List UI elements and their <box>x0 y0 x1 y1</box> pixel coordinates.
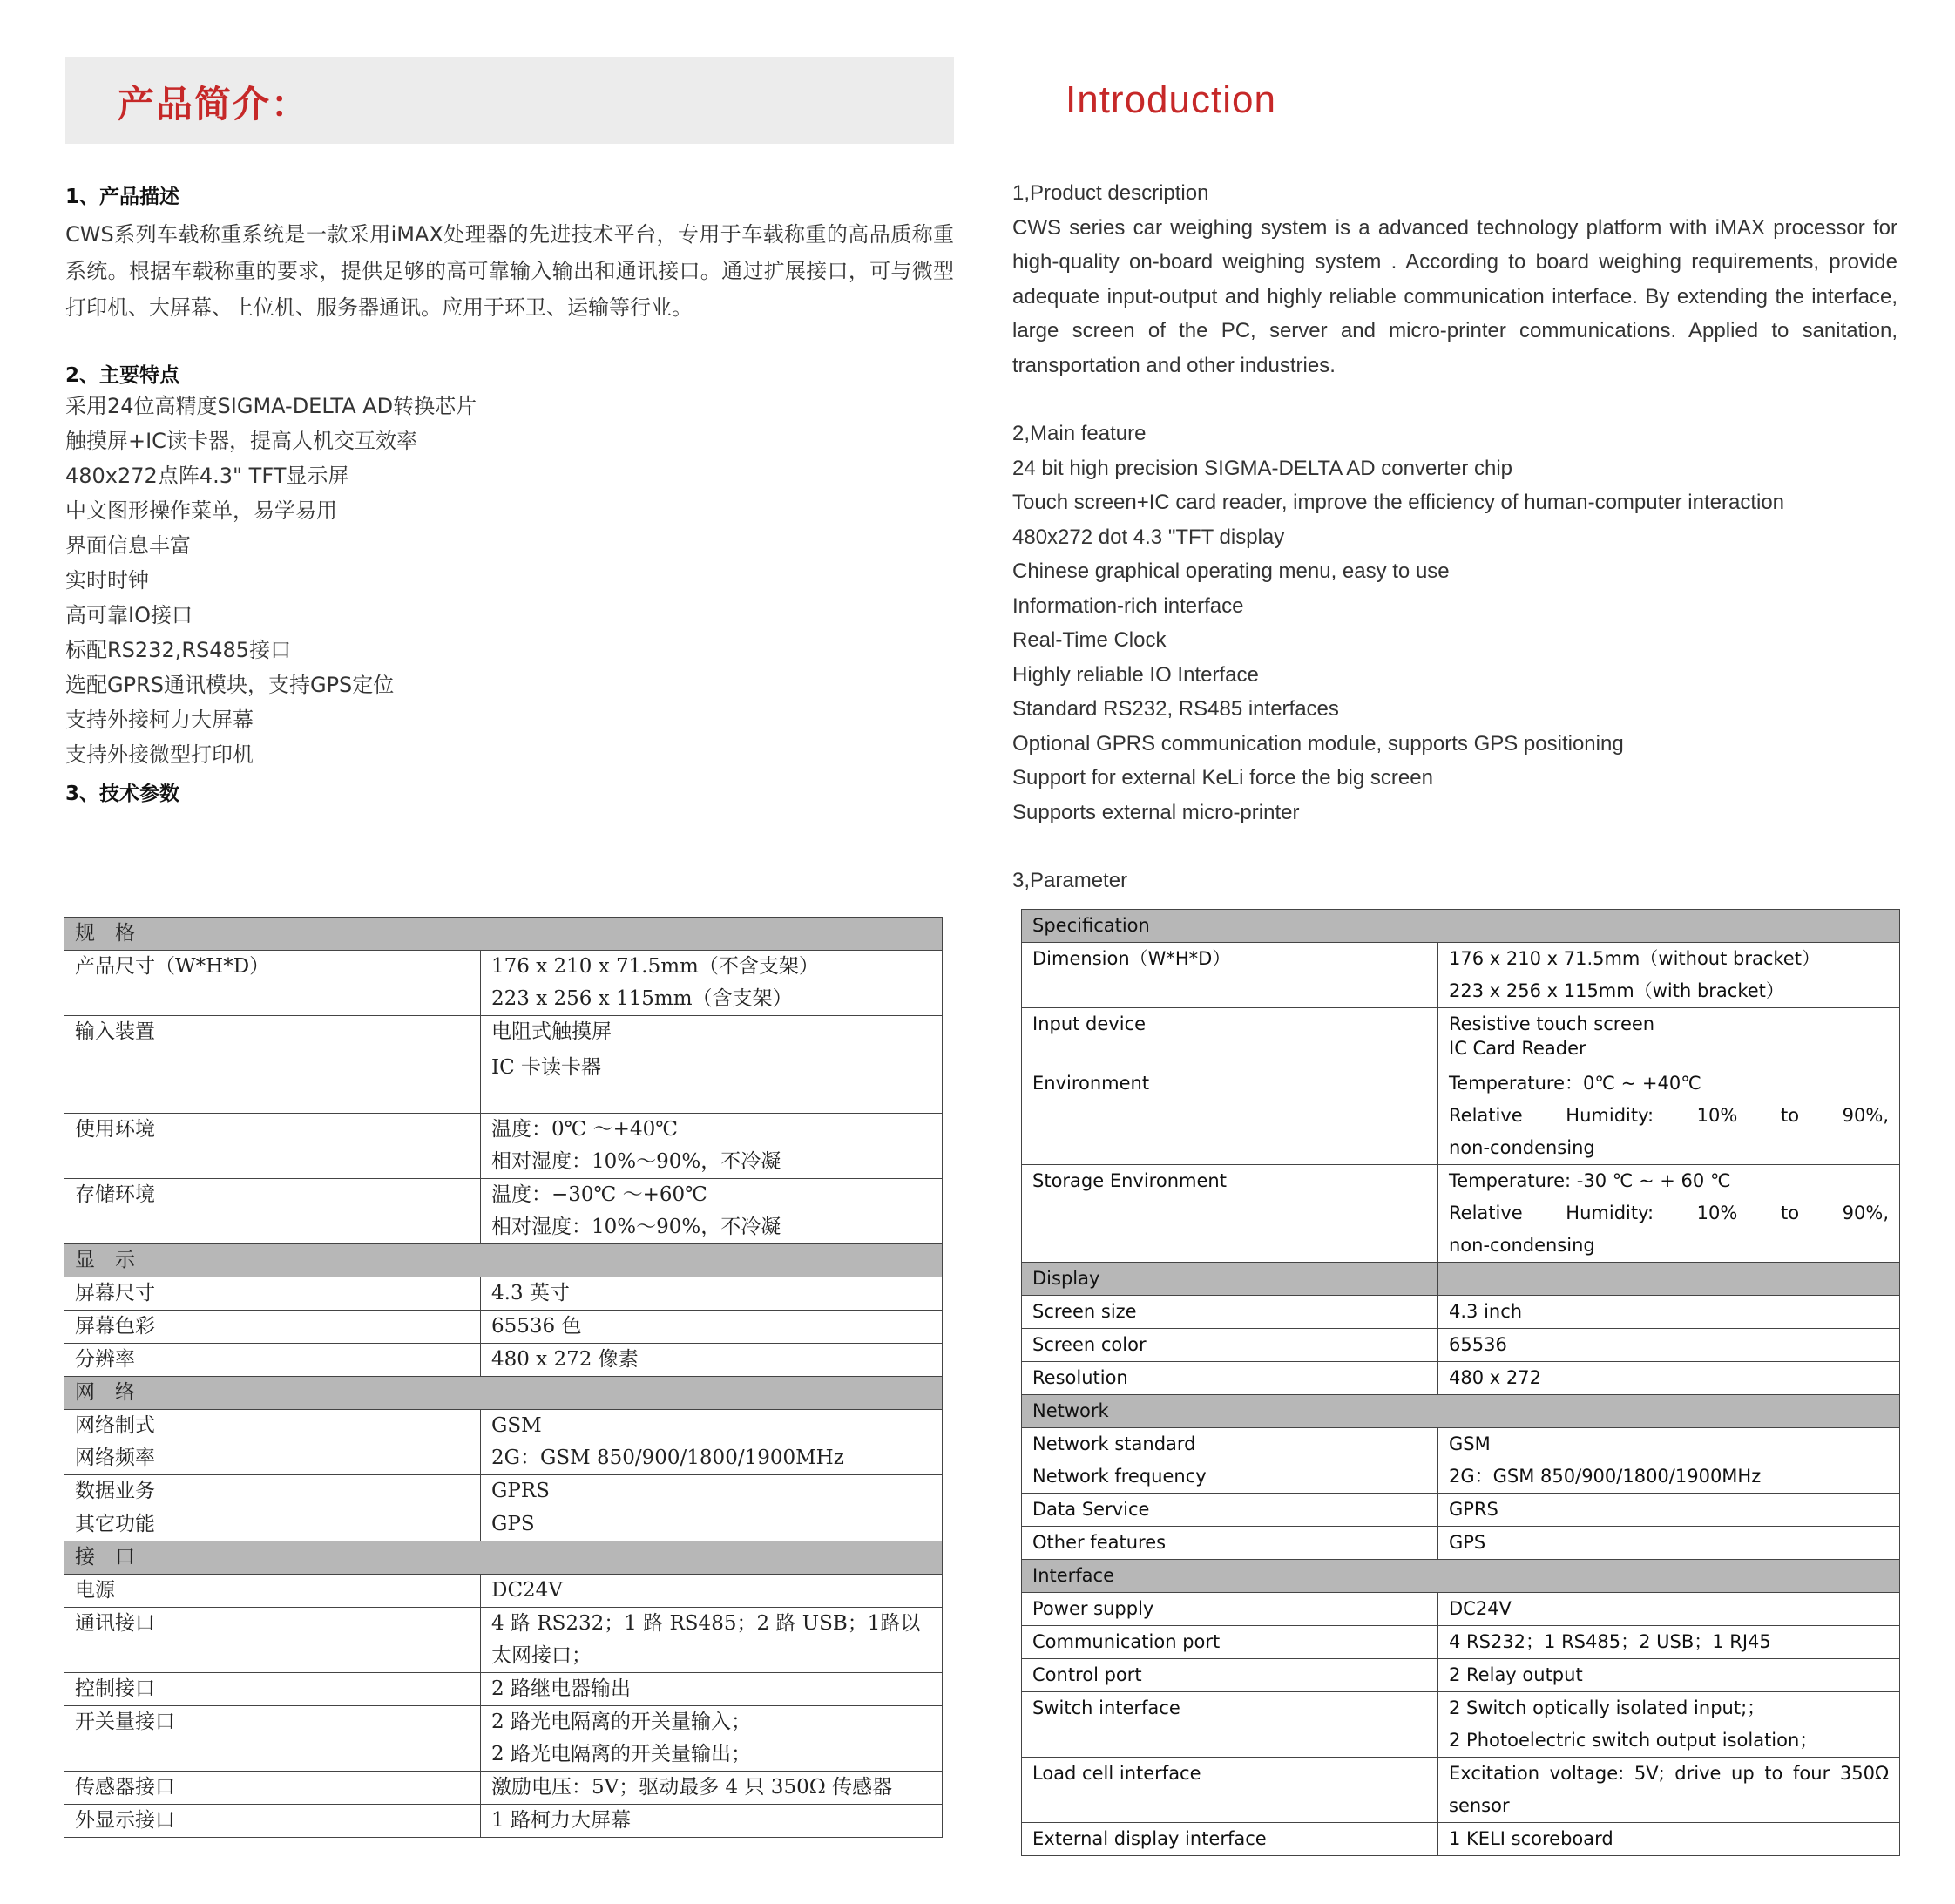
table-section-row <box>64 1541 943 1575</box>
table-section-row <box>1022 1263 1900 1296</box>
table-row <box>1022 1823 1900 1856</box>
cell-value <box>1438 1008 1900 1067</box>
cell-line: 电阻式触摸屏 <box>491 1020 612 1043</box>
cell-line: 223 x 256 x 115mm（含支架） <box>491 987 793 1010</box>
en-s1-heading: 1,Product description <box>1012 181 1209 205</box>
cell-label: Storage Environment <box>1022 1165 1438 1263</box>
table-row <box>1022 1659 1900 1692</box>
cell-line: Relative Humidity: 10% to 90%, <box>1449 1203 1889 1223</box>
list-item: Information-rich interface <box>1012 593 1244 618</box>
cell-label: Screen size <box>1022 1296 1438 1329</box>
table-row <box>64 951 943 1016</box>
table-section-row <box>64 918 943 951</box>
cell-label: Communication port <box>1022 1626 1438 1659</box>
cell-label: 输入装置 <box>64 1016 481 1114</box>
table-row <box>64 1772 943 1805</box>
list-item: 界面信息丰富 <box>65 533 191 558</box>
table-row <box>1022 1527 1900 1560</box>
table-section-row <box>64 1244 943 1277</box>
table-row <box>1022 1329 1900 1362</box>
table-row <box>64 1114 943 1179</box>
cell-line: non-condensing <box>1449 1137 1595 1158</box>
table-section-row <box>1022 1560 1900 1593</box>
table-section-row <box>1022 910 1900 943</box>
cell-value: 4.3 英寸 <box>481 1277 943 1311</box>
cell-line: 2 路光电隔离的开关量输出； <box>491 1743 751 1765</box>
cell-line: 太网接口； <box>491 1644 592 1667</box>
en-s2-heading: 2,Main feature <box>1012 422 1147 445</box>
cell-line: 相对湿度：10%～90%，不冷凝 <box>491 1216 781 1238</box>
cell-line: 176 x 210 x 71.5mm（不含支架） <box>491 955 819 978</box>
table-row <box>1022 1362 1900 1395</box>
cell-label: 开关量接口 <box>64 1706 481 1772</box>
list-item: Highly reliable IO Interface <box>1012 662 1259 687</box>
list-item: 高可靠IO接口 <box>65 603 193 627</box>
section-label: 显 示 <box>64 1244 943 1277</box>
cell-label: Power supply <box>1022 1593 1438 1626</box>
cell-label: 其它功能 <box>64 1508 481 1541</box>
section-label: Specification <box>1022 910 1900 943</box>
cell-line: Network standard <box>1032 1433 1196 1454</box>
table-row <box>64 1344 943 1377</box>
cell-value <box>1438 1067 1900 1165</box>
list-item: 中文图形操作菜单，易学易用 <box>65 498 337 523</box>
cn-feature-list <box>65 389 954 772</box>
cell-line: 温度：−30℃ ～+60℃ <box>491 1183 707 1206</box>
cell-line: 网络频率 <box>75 1447 155 1469</box>
cell-label: 屏幕尺寸 <box>64 1277 481 1311</box>
cn-title-banner <box>65 57 954 144</box>
cell-line: non-condensing <box>1449 1235 1595 1256</box>
list-item: 采用24位高精度SIGMA-DELTA AD转换芯片 <box>65 394 477 418</box>
table-row <box>64 1410 943 1475</box>
cell-label: Environment <box>1022 1067 1438 1165</box>
en-s1-body: CWS series car weighing system is a advanced technology platform with iMAX processor for high-quality on-board weighing system . According to board weighing requirements, provide adequate input-output and highly reliable communication interface. By extending the interface, large screen of the PC, server and micro-printer communications. Applied to sanitation, transportation and other industries. <box>1012 215 1898 377</box>
table-row <box>64 1608 943 1673</box>
cell-label: Input device <box>1022 1008 1438 1067</box>
list-item: Real-Time Clock <box>1012 628 1167 652</box>
cell-value <box>481 1016 943 1114</box>
cell-value: 激励电压：5V；驱动最多 4 只 350Ω 传感器 <box>481 1772 943 1805</box>
cell-value <box>481 1608 943 1673</box>
cell-line: 4 路 RS232；1 路 RS485；2 路 USB；1路以 <box>491 1612 921 1635</box>
cell-label: Other features <box>1022 1527 1438 1560</box>
table-row <box>1022 1626 1900 1659</box>
cell-label: Resolution <box>1022 1362 1438 1395</box>
list-item: Supports external micro-printer <box>1012 800 1300 824</box>
table-row <box>64 1508 943 1541</box>
table-section-row <box>1022 1395 1900 1428</box>
table-row <box>1022 1296 1900 1329</box>
section-label: Network <box>1022 1395 1900 1428</box>
en-s3-heading: 3,Parameter <box>1012 869 1128 892</box>
cell-line: sensor <box>1449 1795 1510 1816</box>
cell-value <box>481 1410 943 1475</box>
cell-label: 控制接口 <box>64 1673 481 1706</box>
table-row <box>1022 1165 1900 1263</box>
cell-label: 分辨率 <box>64 1344 481 1377</box>
cell-label: Control port <box>1022 1659 1438 1692</box>
cell-label <box>64 1410 481 1475</box>
list-item: Support for external KeLi force the big screen <box>1012 766 1433 789</box>
cell-label: 屏幕色彩 <box>64 1311 481 1344</box>
table-row <box>64 1805 943 1838</box>
en-page-title: Introduction <box>1065 78 1276 121</box>
cell-line: 相对湿度：10%～90%，不冷凝 <box>491 1150 781 1173</box>
table-row <box>1022 1593 1900 1626</box>
cell-value: 4 RS232；1 RS485；2 USB；1 RJ45 <box>1438 1626 1900 1659</box>
cell-value: DC24V <box>481 1575 943 1608</box>
cn-product-description <box>65 180 954 326</box>
cn-s3-heading: 3、技术参数 <box>65 783 180 805</box>
section-empty <box>1438 1263 1900 1296</box>
cell-value <box>1438 1428 1900 1494</box>
table-row <box>1022 1494 1900 1527</box>
cell-label: 通讯接口 <box>64 1608 481 1673</box>
cell-value <box>481 1179 943 1244</box>
table-row <box>1022 1758 1900 1823</box>
cell-label: Switch interface <box>1022 1692 1438 1758</box>
table-section-row <box>64 1377 943 1410</box>
en-main-features <box>1012 417 1898 898</box>
cell-line: 温度：0℃ ～+40℃ <box>491 1118 678 1141</box>
cell-value <box>1438 1165 1900 1263</box>
cell-value: GPRS <box>481 1475 943 1508</box>
cell-value: 1 KELI scoreboard <box>1438 1823 1900 1856</box>
table-row <box>64 1179 943 1244</box>
cell-line: IC 卡读卡器 <box>491 1056 601 1079</box>
cell-label: 产品尺寸（W*H*D） <box>64 951 481 1016</box>
cell-label: Data Service <box>1022 1494 1438 1527</box>
cell-line: GSM <box>1449 1433 1491 1454</box>
cell-label: 外显示接口 <box>64 1805 481 1838</box>
table-row <box>64 1475 943 1508</box>
table-row <box>64 1575 943 1608</box>
cell-line: 223 x 256 x 115mm（with bracket） <box>1449 980 1784 1001</box>
cell-value: DC24V <box>1438 1593 1900 1626</box>
cell-value: 480 x 272 像素 <box>481 1344 943 1377</box>
list-item: 触摸屏+IC读卡器，提高人机交互效率 <box>65 429 417 453</box>
cell-value: GPS <box>1438 1527 1900 1560</box>
cell-line: 176 x 210 x 71.5mm（without bracket） <box>1449 948 1820 969</box>
table-row <box>64 1673 943 1706</box>
cell-label: Load cell interface <box>1022 1758 1438 1823</box>
cell-value <box>1438 943 1900 1008</box>
table-row <box>64 1016 943 1114</box>
section-label: 接 口 <box>64 1541 943 1575</box>
cn-s1-heading: 1、产品描述 <box>65 186 180 208</box>
list-item: Chinese graphical operating menu, easy to use <box>1012 559 1450 583</box>
cell-label: External display interface <box>1022 1823 1438 1856</box>
cell-value: 65536 <box>1438 1329 1900 1362</box>
table-row <box>1022 943 1900 1008</box>
cell-line: Network frequency <box>1032 1466 1207 1487</box>
list-item: Standard RS232, RS485 interfaces <box>1012 697 1339 721</box>
cell-value: 4.3 inch <box>1438 1296 1900 1329</box>
cn-main-features <box>65 359 954 806</box>
table-row <box>64 1706 943 1772</box>
cell-line: Resistive touch screen <box>1449 1013 1655 1034</box>
section-label: Display <box>1022 1263 1438 1296</box>
list-item: 标配RS232,RS485接口 <box>65 638 292 662</box>
table-row <box>1022 1428 1900 1494</box>
cell-line: 2G：GSM 850/900/1800/1900MHz <box>491 1447 844 1469</box>
list-item: 24 bit high precision SIGMA-DELTA AD converter chip <box>1012 456 1513 480</box>
cell-label: 传感器接口 <box>64 1772 481 1805</box>
table-row <box>1022 1692 1900 1758</box>
table-row <box>64 1311 943 1344</box>
cell-value: 65536 色 <box>481 1311 943 1344</box>
list-item: Optional GPRS communication module, supports GPS positioning <box>1012 731 1624 756</box>
list-item: Touch screen+IC card reader, improve the efficiency of human-computer interaction <box>1012 491 1785 514</box>
table-row <box>1022 1067 1900 1165</box>
section-label: 网 络 <box>64 1377 943 1410</box>
list-item: 480x272点阵4.3" TFT显示屏 <box>65 464 349 488</box>
cell-line: Excitation voltage: 5V; drive up to four 350Ω <box>1449 1763 1889 1784</box>
table-row <box>1022 1008 1900 1067</box>
cn-s2-heading: 2、主要特点 <box>65 364 180 387</box>
list-item: 480x272 dot 4.3 "TFT display <box>1012 525 1285 549</box>
cell-label: 存储环境 <box>64 1179 481 1244</box>
cell-line: 2 Switch optically isolated input;； <box>1449 1697 1766 1718</box>
cell-label: 使用环境 <box>64 1114 481 1179</box>
en-spec-table <box>1021 909 1900 1856</box>
cell-label: Screen color <box>1022 1329 1438 1362</box>
cell-line: Temperature: -30 ℃ ~ + 60 ℃ <box>1449 1170 1731 1191</box>
cell-value: 1 路柯力大屏幕 <box>481 1805 943 1838</box>
cell-label <box>1022 1428 1438 1494</box>
list-item: 支持外接柯力大屏幕 <box>65 708 254 732</box>
section-label: 规 格 <box>64 918 943 951</box>
cn-s1-body: CWS系列车载称重系统是一款采用iMAX处理器的先进技术平台，专用于车载称重的高品质称重系统。根据车载称重的要求，提供足够的高可靠输入输出和通讯接口。通过扩展接口，可与微型打印机、大屏幕、上位机、服务器通讯。应用于环卫、运输等行业。 <box>65 222 954 320</box>
cell-label: Dimension（W*H*D） <box>1022 943 1438 1008</box>
list-item: 选配GPRS通讯模块，支持GPS定位 <box>65 673 395 697</box>
cell-line: IC Card Reader <box>1449 1038 1586 1059</box>
table-row <box>64 1277 943 1311</box>
cell-line: GSM <box>491 1414 542 1437</box>
cell-value <box>481 1114 943 1179</box>
cell-value: GPRS <box>1438 1494 1900 1527</box>
list-item: 支持外接微型打印机 <box>65 742 254 767</box>
cell-value: 2 路继电器输出 <box>481 1673 943 1706</box>
cell-value: GPS <box>481 1508 943 1541</box>
cell-label: 电源 <box>64 1575 481 1608</box>
cell-line: 2 Photoelectric switch output isolation； <box>1449 1730 1818 1751</box>
cell-value: 480 x 272 <box>1438 1362 1900 1395</box>
cell-line: Temperature：0℃ ~ +40℃ <box>1449 1073 1701 1094</box>
en-feature-list <box>1012 451 1898 830</box>
cell-label: 数据业务 <box>64 1475 481 1508</box>
cell-value <box>481 951 943 1016</box>
cell-value <box>1438 1758 1900 1823</box>
en-product-description <box>1012 176 1898 383</box>
cell-line: Relative Humidity: 10% to 90%, <box>1449 1105 1889 1126</box>
list-item: 实时时钟 <box>65 568 149 593</box>
cell-line: 网络制式 <box>75 1414 155 1437</box>
cell-line: 2 路光电隔离的开关量输入； <box>491 1711 751 1733</box>
cell-line: 2G：GSM 850/900/1800/1900MHz <box>1449 1466 1762 1487</box>
section-label: Interface <box>1022 1560 1900 1593</box>
cell-value: 2 Relay output <box>1438 1659 1900 1692</box>
cn-spec-table <box>64 917 943 1838</box>
cell-value <box>481 1706 943 1772</box>
cell-value <box>1438 1692 1900 1758</box>
cn-page-title: 产品简介： <box>118 83 310 125</box>
